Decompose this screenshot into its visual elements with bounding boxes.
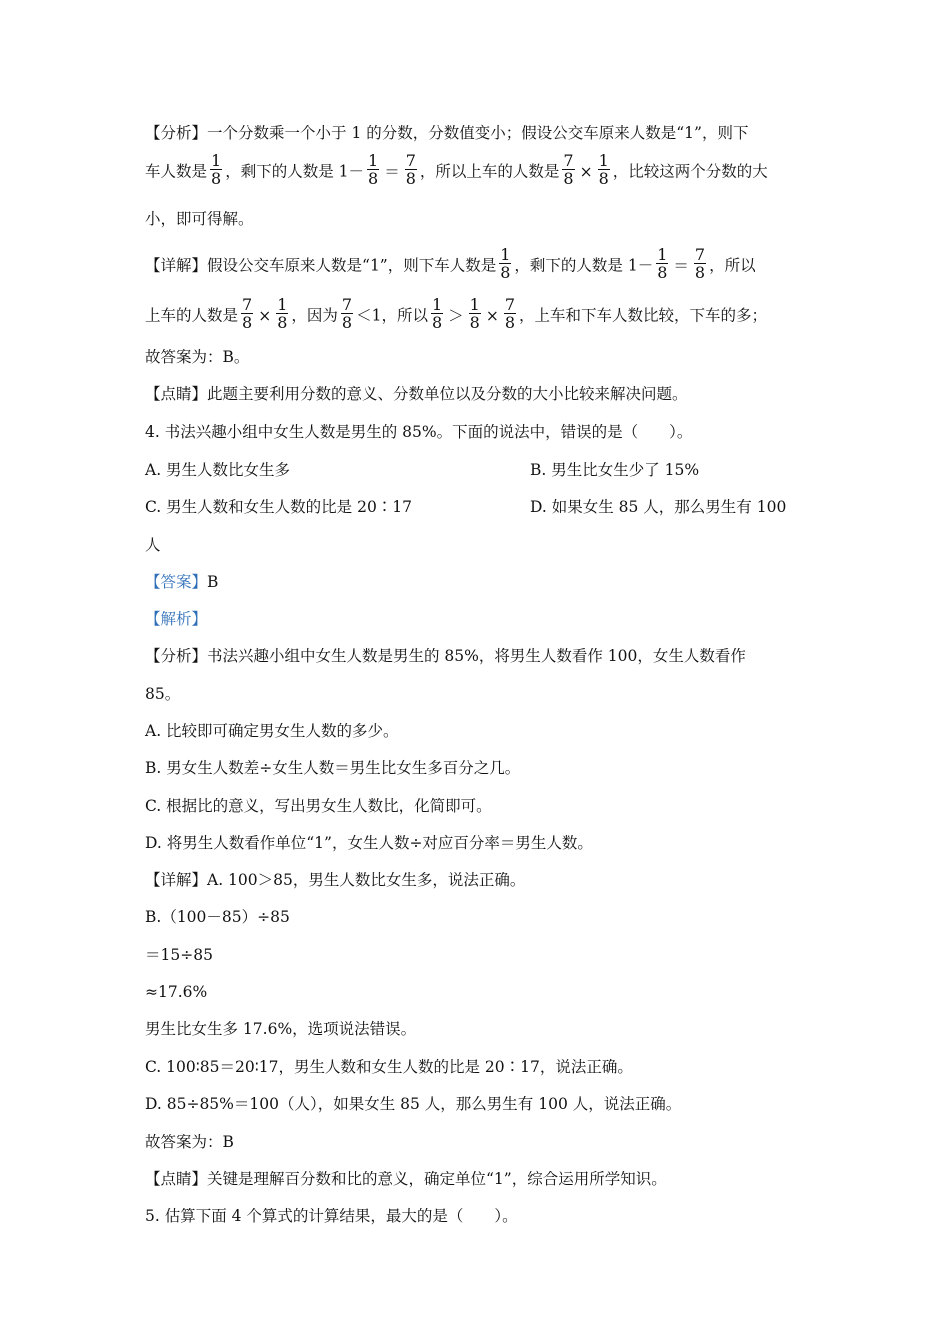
q4-detail-line: 故答案为：B	[145, 1133, 234, 1151]
fraction-seven-eighths: $\frac{7}{8}$	[563, 151, 574, 188]
q5-stem: 5. 估算下面 4 个算式的计算结果，最大的是（ ）。	[145, 1207, 518, 1225]
text-segment: ，剩下的人数是 1－	[514, 256, 654, 275]
q3-analysis-line-3: 小，即可得解。	[145, 210, 254, 228]
times-sign: ×	[485, 306, 499, 325]
q4-analysis-item: A. 比较即可确定男女生人数的多少。	[145, 722, 399, 740]
fraction-seven-eighths: $\frac{7}{8}$	[242, 295, 253, 332]
q4-analysis-item: D. 将男生人数看作单位“1”，女生人数÷对应百分率＝男生人数。	[145, 834, 593, 852]
q4-option-d-wrap: 人	[145, 536, 161, 554]
q4-detail-line: D. 85÷85%＝100（人），如果女生 85 人，那么男生有 100 人，说法正确。	[145, 1095, 682, 1113]
text-segment: ，上车和下车人数比较，下车的多；	[519, 306, 768, 325]
answer-value: B	[207, 573, 219, 591]
fraction-seven-eighths: $\frac{7}{8}$	[694, 245, 706, 282]
q4-analysis-item: C. 根据比的意义，写出男女生人数比，化简即可。	[145, 797, 492, 815]
fraction-one-eighth: $\frac{1}{8}$	[500, 245, 511, 282]
equals-sign: ＝	[673, 256, 689, 275]
text-segment: 上车的人数是	[145, 306, 239, 325]
q4-detail-line: 【详解】A. 100＞85，男生人数比女生多，说法正确。	[145, 871, 526, 889]
fraction-one-eighth: $\frac{1}{8}$	[657, 245, 668, 282]
equals-sign: ＝	[384, 162, 400, 181]
fraction-one-eighth: $\frac{1}{8}$	[211, 151, 222, 188]
fraction-one-eighth: $\frac{1}{8}$	[431, 295, 443, 332]
q4-detail-line: 男生比女生多 17.6%，选项说法错误。	[145, 1020, 417, 1038]
text-segment: ，所以	[709, 256, 756, 275]
q4-stem: 4. 书法兴趣小组中女生人数是男生的 85%。下面的说法中，错误的是（ ）。	[145, 423, 693, 441]
text-segment: ，因为	[291, 306, 338, 325]
fraction-one-eighth: $\frac{1}{8}$	[598, 151, 609, 188]
q3-analysis-line-2	[145, 151, 768, 190]
q4-jiexi-label: 【解析】	[145, 610, 208, 628]
q4-option-a: A. 男生人数比女生多	[145, 461, 291, 479]
text-segment: ，剩下的人数是 1－	[225, 162, 364, 181]
text-segment: 车人数是	[145, 162, 208, 181]
detail-label: 【详解】	[145, 256, 208, 275]
times-sign: ×	[579, 162, 593, 181]
q4-detail-line: C. 100∶85＝20∶17，男生人数和女生人数的比是 20∶17，说法正确。	[145, 1058, 633, 1076]
q3-detail-line-1	[145, 245, 756, 284]
q4-answer-line	[145, 571, 218, 593]
q3-analysis-line-1	[145, 122, 748, 144]
fraction-one-eighth: $\frac{1}{8}$	[368, 151, 379, 188]
q4-option-c: C. 男生人数和女生人数的比是 20∶17	[145, 498, 413, 516]
fraction-seven-eighths: $\frac{7}{8}$	[405, 151, 416, 188]
q4-detail-line: ＝15÷85	[145, 946, 213, 964]
q4-detail-line: ≈17.6%	[145, 983, 208, 1001]
q4-analysis-line-2: 85。	[145, 685, 181, 703]
fraction-seven-eighths: $\frac{7}{8}$	[504, 295, 516, 332]
analysis-label: 【分析】	[145, 124, 208, 142]
comment-text: 此题主要利用分数的意义、分数单位以及分数的大小比较来解决问题。	[207, 385, 688, 403]
q4-option-b: B. 男生比女生少了 15%	[530, 461, 700, 479]
q3-detail-line-2	[145, 295, 768, 334]
text-segment: ＜1，所以	[356, 306, 428, 325]
fraction-seven-eighths: $\frac{7}{8}$	[341, 295, 353, 332]
comment-label: 【点睛】	[145, 385, 208, 403]
text-segment: ，所以上车的人数是	[419, 162, 560, 181]
q4-analysis-item: B. 男女生人数差÷女生人数＝男生比女生多百分之几。	[145, 759, 521, 777]
q4-analysis-line-1: 【分析】书法兴趣小组中女生人数是男生的 85%，将男生人数看作 100，女生人数看作	[145, 647, 746, 665]
q3-answer-line: 故答案为：B。	[145, 348, 250, 366]
fraction-one-eighth: $\frac{1}{8}$	[469, 295, 480, 332]
q4-option-d: D. 如果女生 85 人，那么男生有 100	[530, 498, 787, 516]
q4-detail-line: B.（100－85）÷85	[145, 908, 290, 926]
times-sign: ×	[258, 306, 272, 325]
text-segment: ，比较这两个分数的大	[612, 162, 768, 181]
q4-comment-line: 【点睛】关键是理解百分数和比的意义，确定单位“1”，综合运用所学知识。	[145, 1170, 667, 1188]
text-segment: 假设公交车原来人数是“1”，则下车人数是	[207, 256, 497, 275]
answer-label: 【答案】	[145, 573, 208, 591]
q3-comment-line	[145, 383, 688, 405]
greater-sign: ＞	[448, 306, 464, 325]
analysis-text: 一个分数乘一个小于 1 的分数，分数值变小；假设公交车原来人数是“1”，则下	[207, 124, 749, 142]
fraction-one-eighth: $\frac{1}{8}$	[277, 295, 288, 332]
